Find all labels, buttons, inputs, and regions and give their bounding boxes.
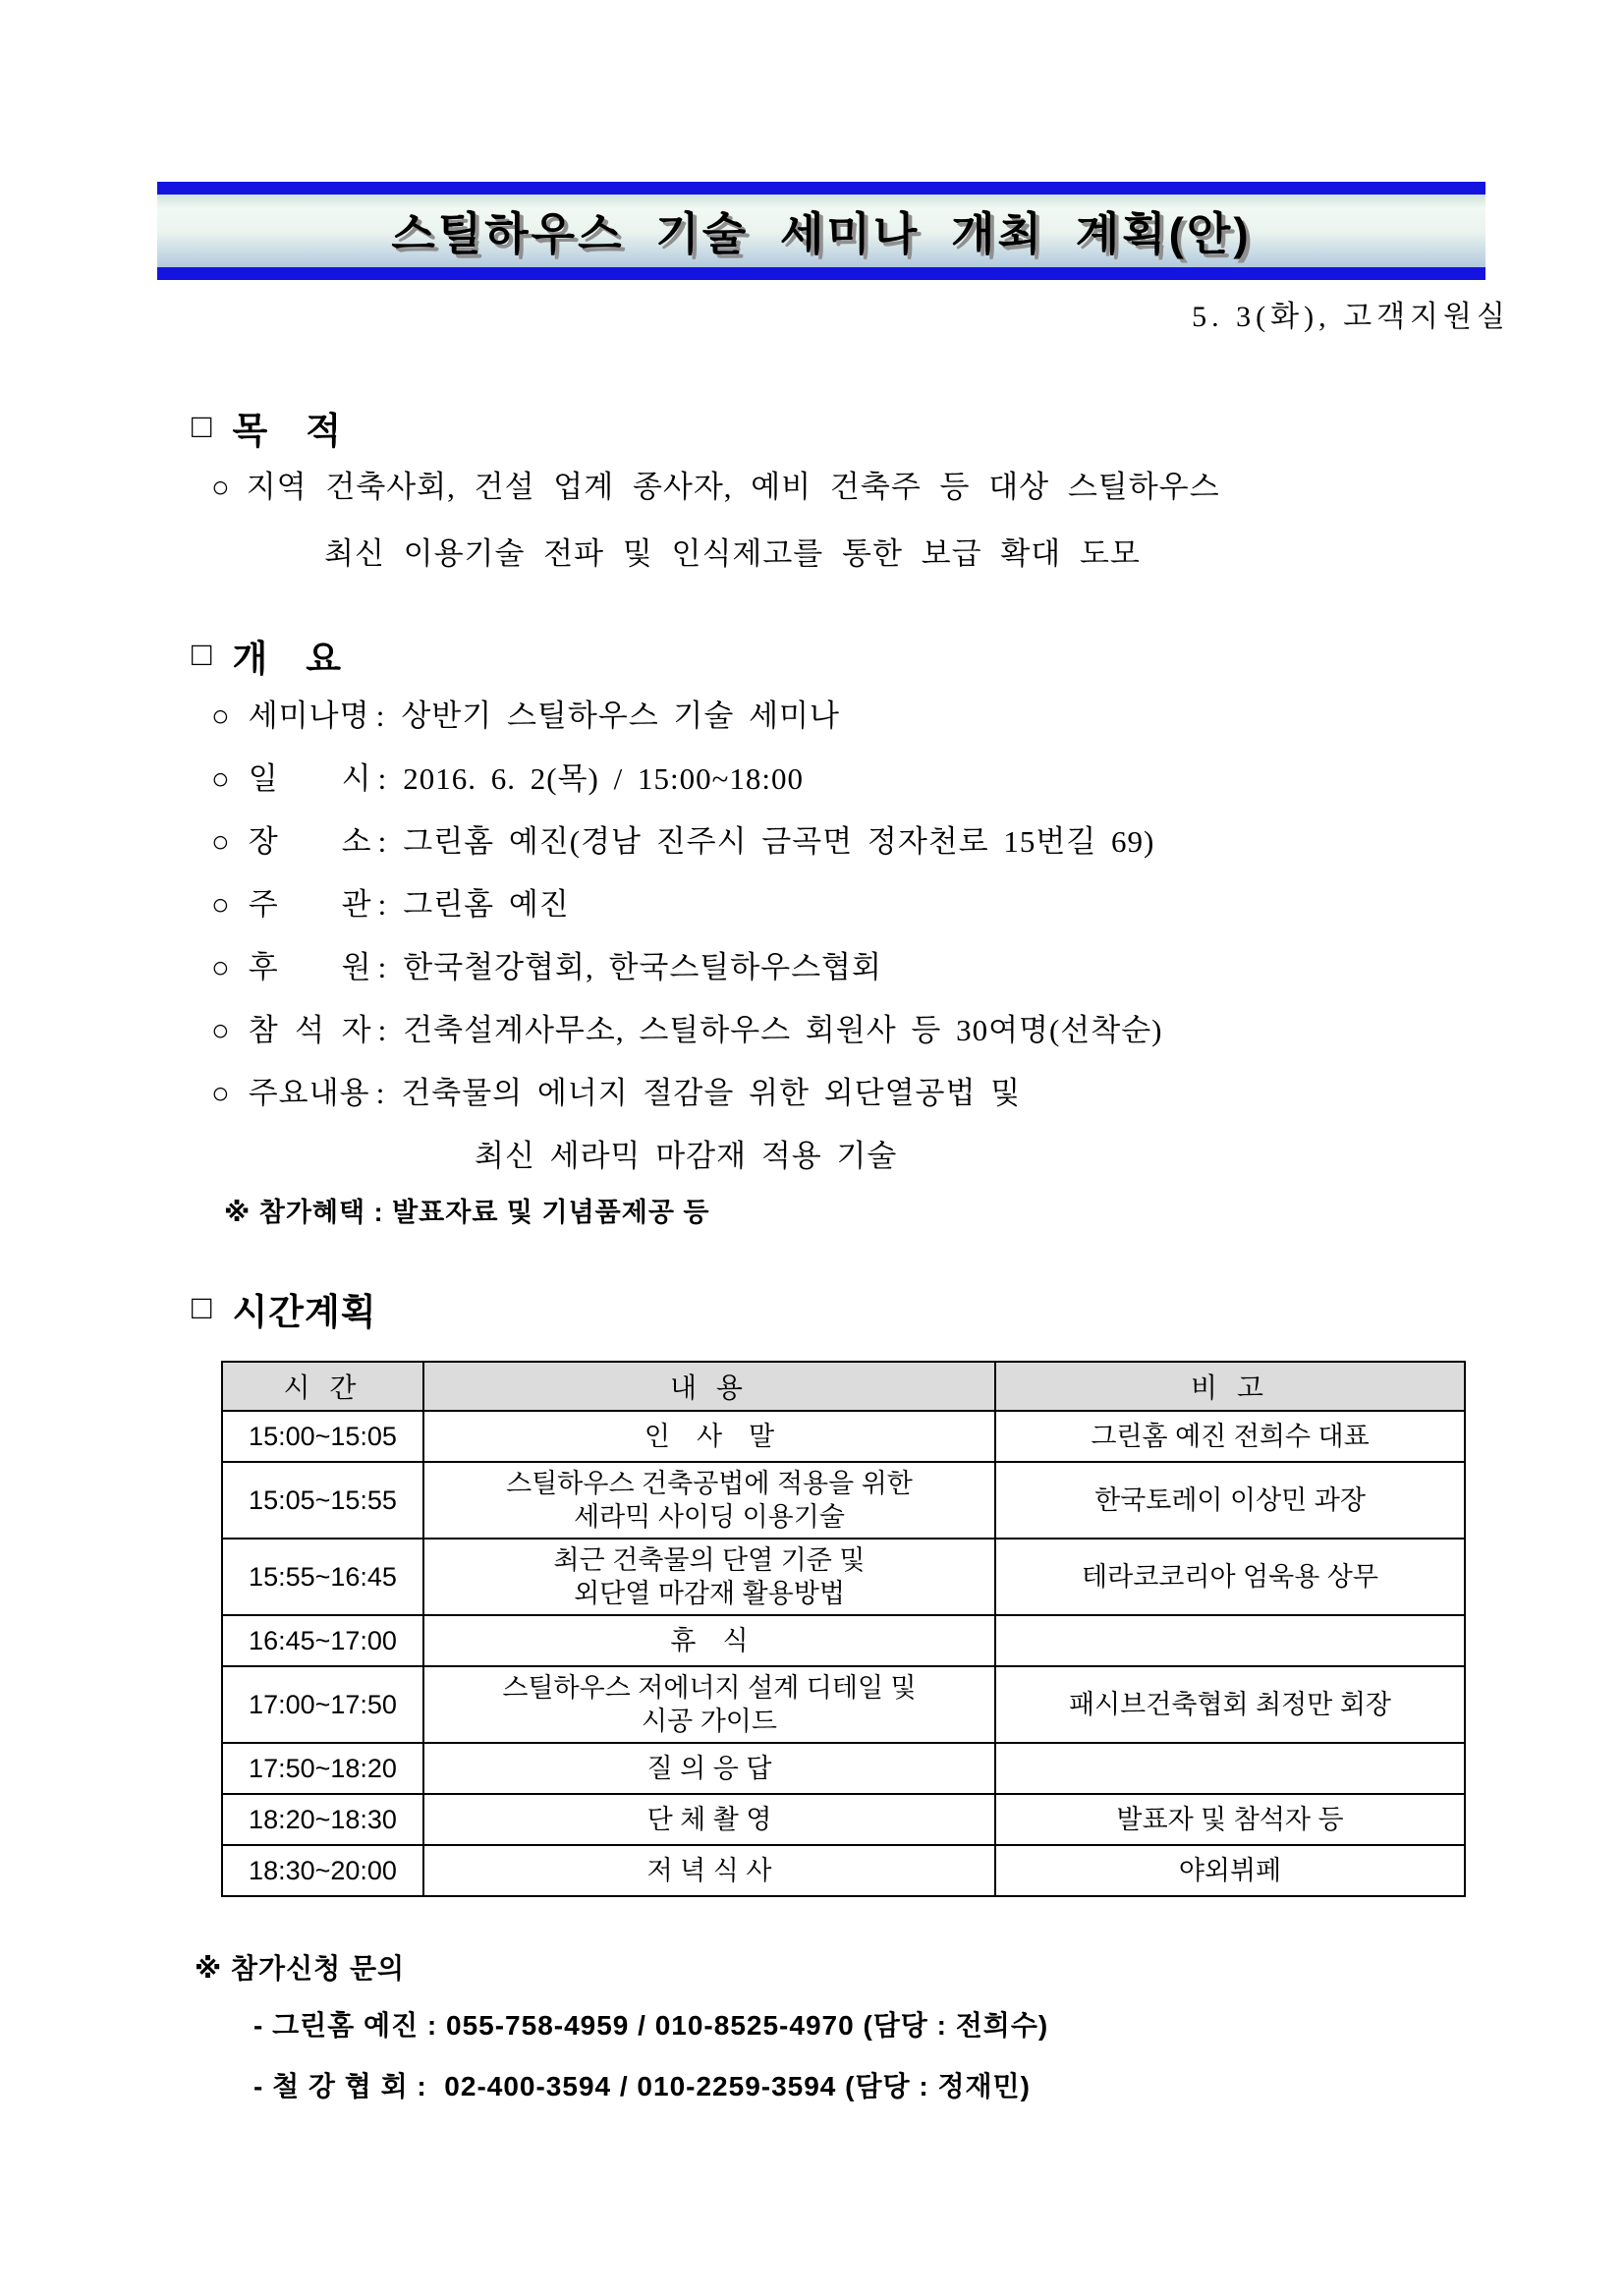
overview-item-colon: : <box>377 824 388 859</box>
cell-time: 18:20~18:30 <box>222 1794 423 1845</box>
overview-item-value-continued: 최신 세라믹 마감재 적용 기술 <box>475 1139 898 1173</box>
cell-note: 한국토레이 이상민 과장 <box>995 1462 1465 1539</box>
table-row <box>222 1666 1465 1743</box>
circle-bullet-icon: ○ <box>211 887 231 922</box>
cell-content <box>423 1743 995 1794</box>
overview-item-label: 참 석 자 <box>248 1013 372 1047</box>
banner-body <box>157 195 1485 267</box>
overview-item <box>211 879 1162 942</box>
contact-line: - 그린홈 예진 : 055-758-4959 / 010-8525-4970 (담당 : 전희수) <box>253 2010 1049 2041</box>
contact-lines <box>253 2004 1048 2126</box>
purpose-text-1: 지역 건축사회, 건설 업계 종사자, 예비 건축주 등 대상 스틸하우스 <box>246 470 1220 504</box>
banner-bottom-bar <box>157 267 1485 280</box>
cell-time: 15:00~15:05 <box>222 1411 423 1462</box>
overview-list <box>211 691 1162 1194</box>
overview-item-colon: : <box>375 699 386 733</box>
cell-note: 발표자 및 참석자 등 <box>995 1794 1465 1845</box>
cell-content <box>423 1666 995 1743</box>
overview-item-colon: : <box>375 1076 386 1110</box>
purpose-line-1 <box>211 462 1220 506</box>
benefit-note: ※ 참가혜택 : 발표자료 및 기념품제공 등 <box>224 1198 710 1227</box>
circle-bullet-icon: ○ <box>211 824 231 859</box>
circle-bullet-icon: ○ <box>211 1076 231 1110</box>
overview-item-label: 주 관 <box>248 887 372 922</box>
table-row <box>222 1615 1465 1666</box>
contact-title: ※ 참가신청 문의 <box>195 1953 406 1984</box>
table-row <box>222 1794 1465 1845</box>
purpose-line-2: 최신 이용기술 전파 및 인식제고를 통한 보급 확대 도모 <box>324 536 1141 571</box>
content-line: 인 사 말 <box>644 1422 775 1451</box>
cell-content <box>423 1462 995 1539</box>
circle-bullet-icon: ○ <box>211 1013 231 1047</box>
content-line: 세라믹 사이딩 이용기술 <box>574 1502 845 1532</box>
content-line: 질 의 응 답 <box>646 1754 772 1783</box>
overview-item <box>211 691 1162 754</box>
schedule-header-row <box>222 1362 1465 1411</box>
contact-line: - 철 강 협 회 : 02-400-3594 / 010-2259-3594 (담당 : 정재민) <box>253 2071 1031 2101</box>
overview-item-value: 한국철강협회, 한국스틸하우스협회 <box>403 950 882 984</box>
overview-item-colon: : <box>377 950 388 984</box>
content-line: 외단열 마감재 활용방법 <box>574 1579 845 1608</box>
table-row <box>222 1462 1465 1539</box>
heading-schedule <box>192 1282 377 1335</box>
overview-item-colon: : <box>377 1013 388 1047</box>
cell-content <box>423 1615 995 1666</box>
table-row <box>222 1411 1465 1462</box>
content-line: 스틸하우스 저에너지 설계 디테일 및 <box>502 1673 917 1703</box>
title-banner <box>157 182 1485 280</box>
cell-content <box>423 1539 995 1615</box>
overview-item-label: 장 소 <box>248 824 372 859</box>
banner-top-bar <box>157 182 1485 195</box>
square-bullet-icon: □ <box>192 408 213 445</box>
cell-time: 18:30~20:00 <box>222 1845 423 1896</box>
schedule-table <box>221 1361 1466 1897</box>
cell-note: 야외뷔페 <box>995 1845 1465 1896</box>
square-bullet-icon: □ <box>192 1289 213 1326</box>
overview-item-value: 상반기 스틸하우스 기술 세미나 <box>401 699 840 733</box>
square-bullet-icon: □ <box>192 636 213 673</box>
overview-item-colon: : <box>377 761 388 796</box>
circle-bullet-icon: ○ <box>211 470 231 504</box>
circle-bullet-icon: ○ <box>211 950 231 984</box>
content-line: 스틸하우스 건축공법에 적용을 위한 <box>506 1469 913 1498</box>
overview-item <box>211 1068 1162 1131</box>
table-row <box>222 1743 1465 1794</box>
cell-note: 테라코코리아 엄욱용 상무 <box>995 1539 1465 1615</box>
overview-item-label: 일 시 <box>248 761 372 796</box>
table-row <box>222 1845 1465 1896</box>
heading-overview <box>192 629 342 682</box>
col-header-content: 내 용 <box>423 1362 995 1411</box>
overview-item-colon: : <box>377 887 388 922</box>
cell-time: 17:50~18:20 <box>222 1743 423 1794</box>
overview-item-label: 주요내용 <box>248 1076 370 1110</box>
cell-note: 패시브건축협회 최정만 회장 <box>995 1666 1465 1743</box>
circle-bullet-icon: ○ <box>211 761 231 796</box>
overview-item-value: 건축설계사무소, 스틸하우스 회원사 등 30여명(선착순) <box>403 1013 1163 1047</box>
cell-note <box>995 1743 1465 1794</box>
overview-item-value: 2016. 6. 2(목) / 15:00~18:00 <box>403 761 804 796</box>
overview-item-label: 후 원 <box>248 950 372 984</box>
cell-time: 15:55~16:45 <box>222 1539 423 1615</box>
col-header-note: 비 고 <box>995 1362 1465 1411</box>
overview-item-value: 건축물의 에너지 절감을 위한 외단열공법 및 <box>401 1076 1022 1110</box>
cell-content <box>423 1794 995 1845</box>
overview-item-value: 그린홈 예진 <box>403 887 570 922</box>
content-line: 최근 건축물의 단열 기준 및 <box>553 1545 866 1575</box>
overview-item-label: 세미나명 <box>248 699 370 733</box>
content-line: 저 녁 식 사 <box>646 1856 772 1885</box>
overview-item <box>211 754 1162 816</box>
content-line: 휴 식 <box>670 1626 749 1655</box>
overview-item <box>211 942 1162 1005</box>
content-line: 단 체 촬 영 <box>646 1805 772 1834</box>
overview-item <box>211 816 1162 879</box>
document-title: 스틸하우스 기술 세미나 개최 계획(안) <box>391 208 1252 259</box>
cell-time: 16:45~17:00 <box>222 1615 423 1666</box>
cell-time: 15:05~15:55 <box>222 1462 423 1539</box>
table-row <box>222 1539 1465 1615</box>
heading-purpose-label: 목 적 <box>232 411 343 451</box>
overview-item-value: 그린홈 예진(경남 진주시 금곡면 정자천로 15번길 69) <box>403 824 1155 859</box>
overview-item <box>211 1005 1162 1068</box>
heading-overview-label: 개 요 <box>232 639 343 679</box>
heading-purpose <box>192 401 342 454</box>
cell-content <box>423 1845 995 1896</box>
date-line: 5. 3(화), 고객지원실 <box>1192 301 1510 333</box>
cell-time: 17:00~17:50 <box>222 1666 423 1743</box>
heading-schedule-label: 시간계획 <box>232 1292 377 1332</box>
col-header-time: 시 간 <box>222 1362 423 1411</box>
cell-content <box>423 1411 995 1462</box>
circle-bullet-icon: ○ <box>211 699 231 733</box>
content-line: 시공 가이드 <box>642 1707 777 1736</box>
cell-note: 그린홈 예진 전희수 대표 <box>995 1411 1465 1462</box>
cell-note <box>995 1615 1465 1666</box>
schedule-table-body <box>222 1411 1465 1896</box>
